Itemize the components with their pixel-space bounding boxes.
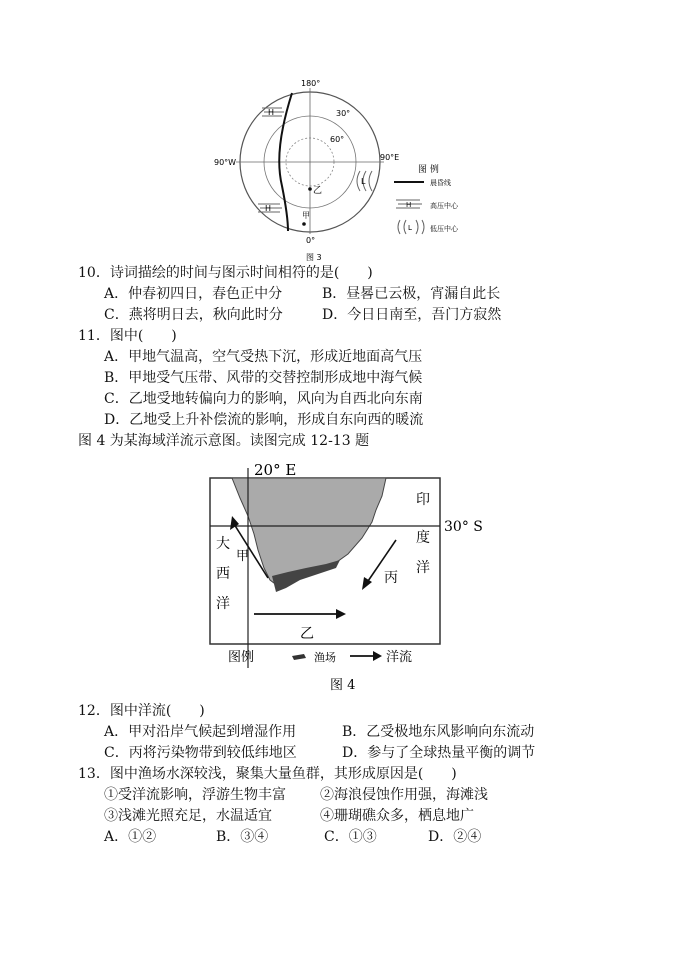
label-20e: 20° E xyxy=(254,461,297,479)
q10-option-c: C．燕将明日去，秋向此时分 xyxy=(104,307,283,323)
legend-high-label: 高压中心 xyxy=(430,202,458,210)
figure-4 xyxy=(206,458,486,696)
legend-high-symbol: H xyxy=(406,201,412,209)
q12-option-d: D．参与了全球热量平衡的调节 xyxy=(342,745,536,761)
q11-stem: 11．图中( ) xyxy=(78,328,177,344)
label-jia: 甲 xyxy=(302,211,310,220)
q12-option-b: B．乙受极地东风影响向东流动 xyxy=(342,724,535,740)
high-label-1: H xyxy=(268,108,275,117)
q13-reason-3: ③浅滩光照充足，水温适宜 xyxy=(104,808,272,824)
current-jia-head xyxy=(230,516,239,530)
legend-fishery-label: 渔场 xyxy=(314,651,336,664)
legend-low-label: 低压中心 xyxy=(430,225,458,233)
indian-char-1: 印 xyxy=(416,492,430,508)
q12-option-a: A．甲对沿岸气候起到增湿作用 xyxy=(104,724,297,740)
q13-reason-4: ④珊瑚礁众多，栖息地广 xyxy=(320,808,474,824)
point-yi xyxy=(308,187,312,191)
q10-option-b: B．昼晷已云极，宵漏自此长 xyxy=(322,286,501,302)
label-60: 60° xyxy=(330,135,345,144)
legend-title: 图 例 xyxy=(418,165,439,175)
legend-current-label: 洋流 xyxy=(386,650,413,665)
q13-reason-2: ②海浪侵蚀作用强，海滩浅 xyxy=(320,787,488,803)
q13-option-b: B．③④ xyxy=(216,829,269,845)
q12-option-c: C．丙将污染物带到较低纬地区 xyxy=(104,745,297,761)
label-90w: 90°W xyxy=(214,158,237,167)
figure4-caption: 图 4 xyxy=(330,678,356,693)
q13-stem: 13．图中渔场水深较浅，聚集大量鱼群，其形成原因是( ) xyxy=(78,766,457,782)
label-180: 180° xyxy=(301,79,321,88)
legend-current-head xyxy=(373,651,382,661)
legend-terminator-label: 晨昏线 xyxy=(430,179,451,187)
legend-low-symbol: L xyxy=(408,224,412,232)
current-bing-head xyxy=(362,577,372,590)
atlantic-char-1: 大 xyxy=(216,536,230,552)
current-yi-label: 乙 xyxy=(300,626,314,642)
atlantic-char-2: 西 xyxy=(216,566,230,582)
q11-option-d: D．乙地受上升补偿流的影响，形成自东向西的暖流 xyxy=(104,412,424,428)
q13-option-a: A．①② xyxy=(104,829,157,845)
q13-option-c: C．①③ xyxy=(324,829,377,845)
q11-option-a: A．甲地气温高，空气受热下沉，形成近地面高气压 xyxy=(104,349,423,365)
figure4-legend-title: 图例 xyxy=(228,650,255,665)
q13-option-d: D．②④ xyxy=(428,829,482,845)
label-yi: 乙 xyxy=(313,186,323,196)
figure-3 xyxy=(214,76,490,264)
current-jia-label: 甲 xyxy=(236,549,250,564)
q13-reason-1: ①受洋流影响，浮游生物丰富 xyxy=(104,787,286,803)
low-label: L xyxy=(361,177,366,186)
indian-char-3: 洋 xyxy=(416,560,430,576)
legend-fishery-swatch xyxy=(292,654,306,660)
q10-option-d: D．今日日南至，吾门方寂然 xyxy=(322,307,502,323)
q11-option-c: C．乙地受地转偏向力的影响，风向为自西北向东南 xyxy=(104,391,423,407)
high-label-2: H xyxy=(265,204,272,213)
atlantic-char-3: 洋 xyxy=(216,596,230,612)
label-90e: 90°E xyxy=(380,153,400,162)
indian-char-2: 度 xyxy=(416,530,430,546)
label-30s: 30° S xyxy=(444,519,483,535)
point-jia xyxy=(302,222,306,226)
q11-option-b: B．甲地受气压带、风带的交替控制形成地中海气候 xyxy=(104,370,423,386)
current-yi-head xyxy=(336,609,346,619)
q10-stem: 10．诗词描绘的时间与图示时间相符的是( ) xyxy=(78,265,373,281)
label-30: 30° xyxy=(336,109,351,118)
q10-option-a: A．仲春初四日，春色正中分 xyxy=(104,286,283,302)
q12-stem: 12．图中洋流( ) xyxy=(78,703,205,719)
label-0: 0° xyxy=(306,236,316,245)
figure3-caption: 图 3 xyxy=(306,253,322,262)
current-bing-label: 丙 xyxy=(384,570,398,586)
figure4-intro: 图 4 为某海域洋流示意图。读图完成 12-13 题 xyxy=(78,433,370,449)
